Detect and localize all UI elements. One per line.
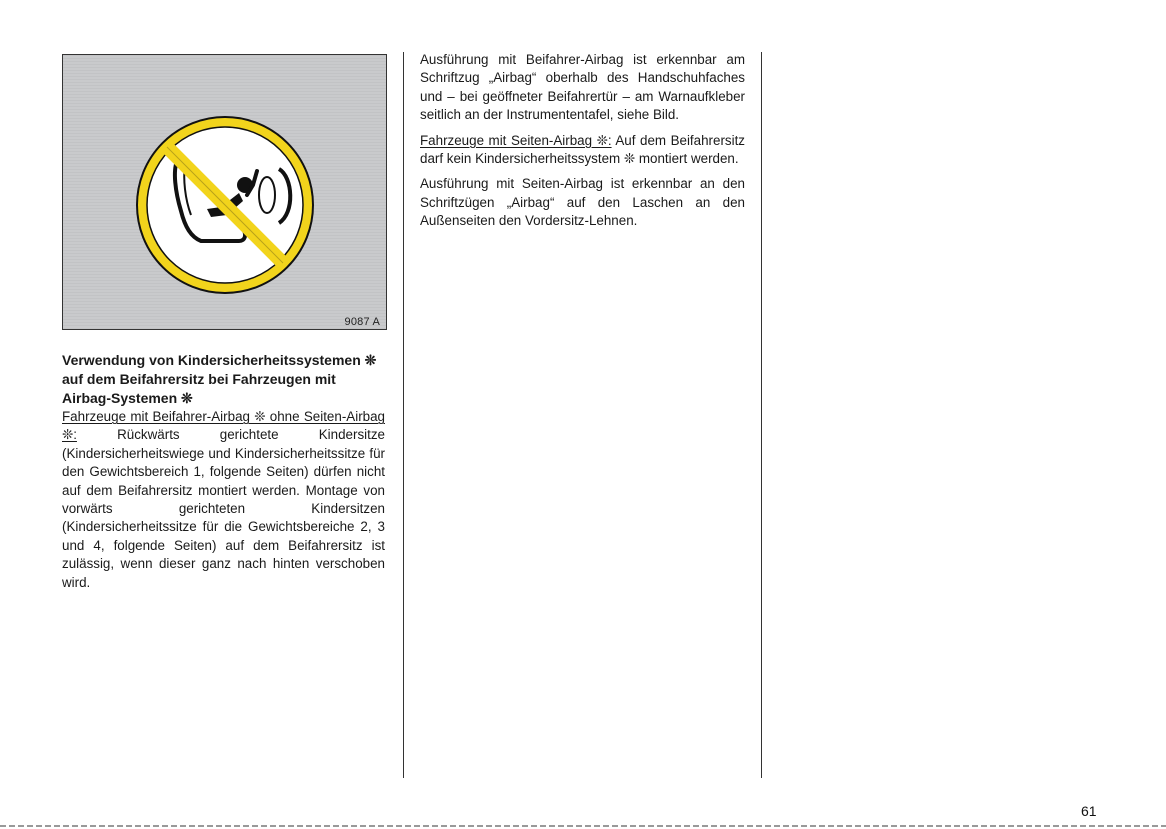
paragraph-lead: Fahrzeuge mit Beifahrer-Airbag ❊ ohne Seiten-Airbag ❊: xyxy=(62,409,385,443)
paragraph-body: Rückwärts gerichtete Kindersitze (Kindersicherheitswiege und Kindersicherheitssitze für den Gewichtsbereich 1, folgende Seiten) dürfen nicht auf dem Beifahrersitz montiert werden. Montage von vorwärts gerichteten Kindersitzen (Kindersicherheitssitze für die Gewichtsbereiche 2, 3 und 4, folgende Seiten) auf dem Beifahrersitz ist zulässig, wenn dieser ganz nach hinten verschoben wird. xyxy=(62,427,385,590)
paragraph xyxy=(62,408,385,592)
page-edge xyxy=(0,825,1166,827)
column-divider xyxy=(403,52,404,778)
paragraph-lead: Fahrzeuge mit Seiten-Airbag ❊: xyxy=(420,132,612,148)
warning-figure xyxy=(62,54,387,330)
paragraph: Ausführung mit Beifahrer-Airbag ist erkennbar am Schriftzug „Airbag“ oberhalb des Handschuhfaches und – bei geöffneter Beifahrertür – am Warnaufkleber seitlich an der Instrumententafel, siehe Bild. xyxy=(420,52,745,123)
paragraph: Ausführung mit Seiten-Airbag ist erkennbar an den Schriftzügen „Airbag“ auf den Laschen an den Außenseiten den Vordersitz-Lehnen. xyxy=(420,176,745,229)
paragraph-body: Auf dem Beifahrersitz darf kein Kindersicherheitssystem ❊ montiert werden. xyxy=(420,132,745,167)
figure-code: 9087 A xyxy=(344,316,380,328)
paragraph xyxy=(420,132,745,169)
column-divider xyxy=(761,52,762,778)
section-heading: Verwendung von Kindersicherheitssystemen ❊ auf dem Beifahrersitz bei Fahrzeugen mit Airbag-Systemen ❊ xyxy=(62,352,377,406)
right-column xyxy=(420,51,745,238)
page-number: 61 xyxy=(1081,803,1097,819)
no-child-seat-airbag-warning-icon xyxy=(129,109,321,301)
left-column xyxy=(62,351,385,599)
